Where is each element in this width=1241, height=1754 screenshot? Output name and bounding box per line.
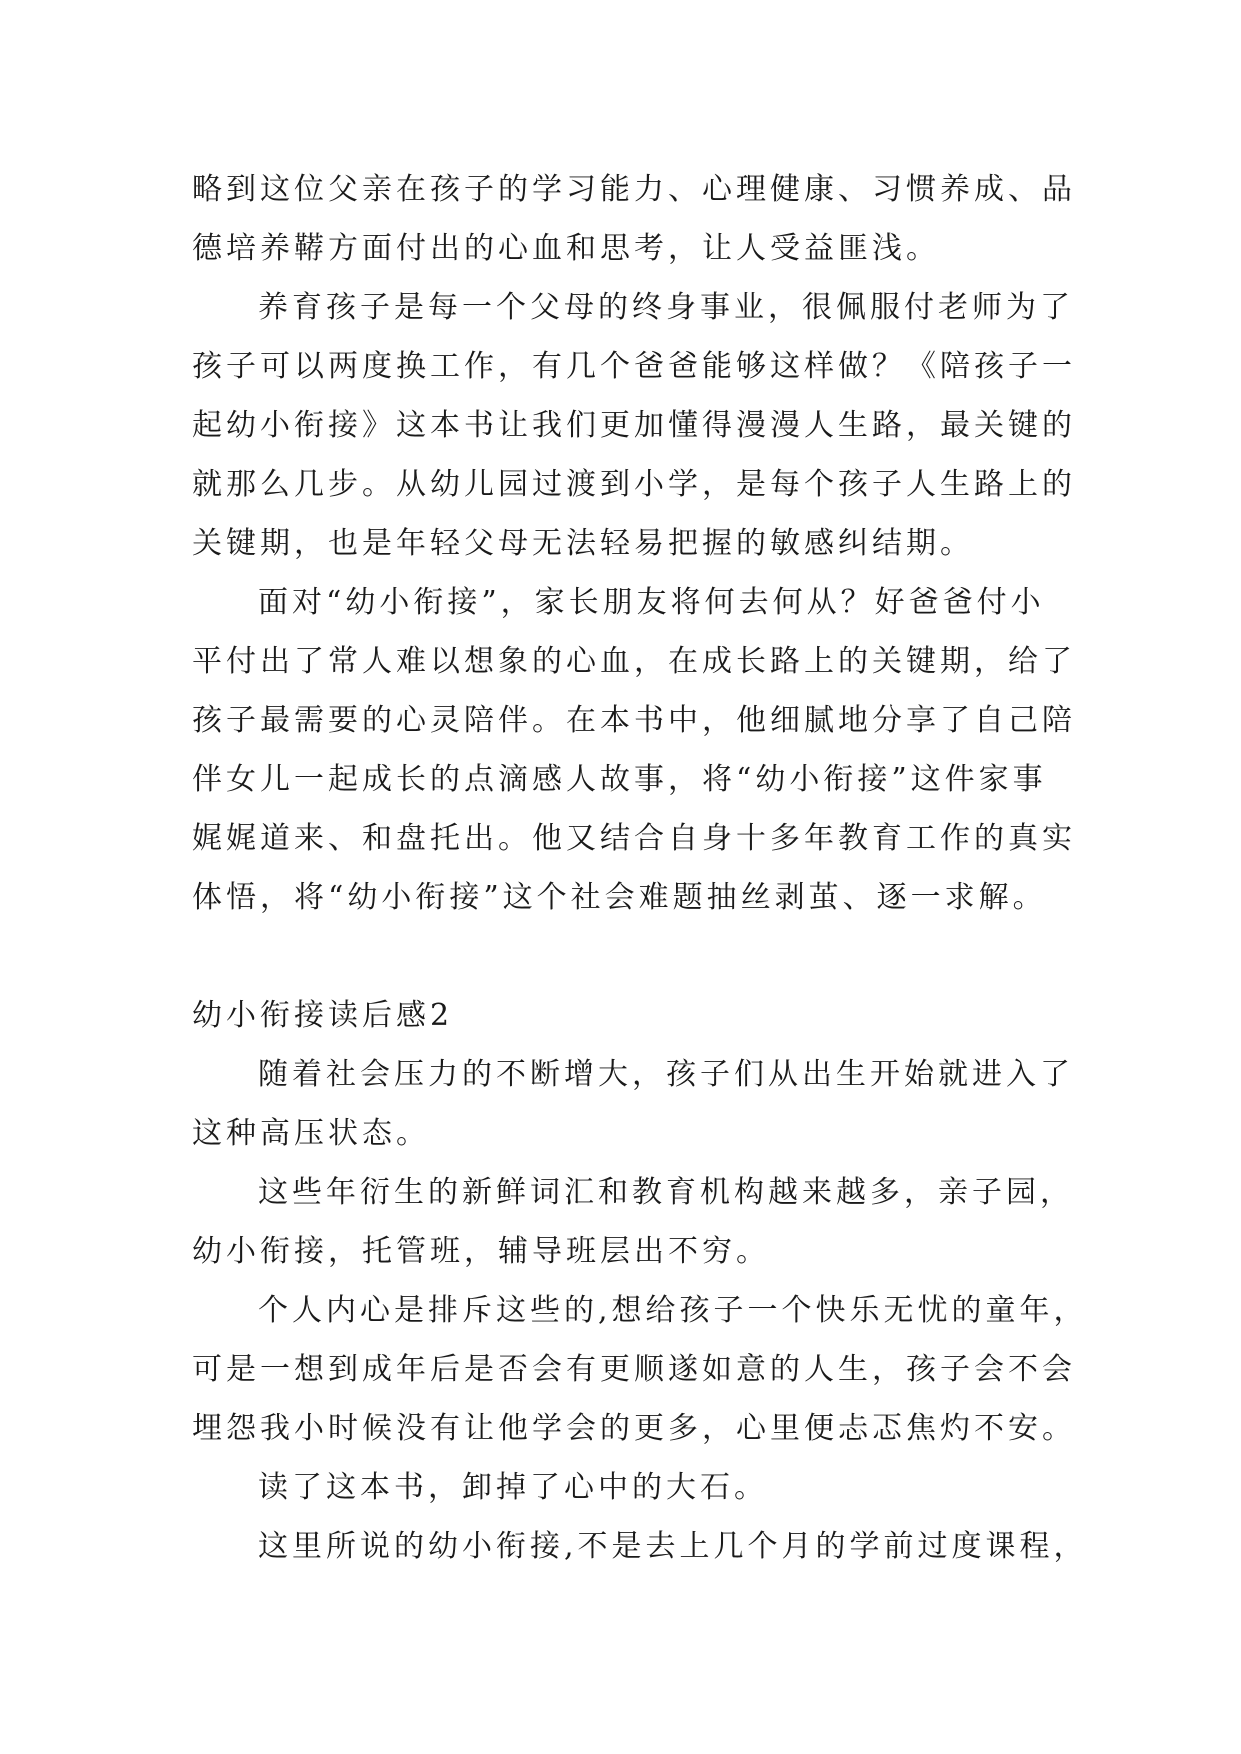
section-spacer [192, 927, 1072, 986]
paragraph-line: 随着社会压力的不断增大，孩子们从出生开始就进入了 [258, 1057, 1074, 1092]
paragraph-line: 略到这位父亲在孩子的学习能力、心理健康、习惯养成、品 [192, 172, 1076, 207]
paragraph-line: 这里所说的幼小衔接,不是去上几个月的学前过度课程， [258, 1529, 1088, 1564]
paragraph-line: 幼小衔接，托管班，辅导班层出不穷。 [192, 1234, 770, 1269]
paragraph-line: 平付出了常人难以想象的心血，在成长路上的关键期，给了 [192, 644, 1076, 679]
paragraph-line: 这种高压状态。 [192, 1116, 430, 1151]
paragraph-line: 关键期，也是年轻父母无法轻易把握的敏感纠结期。 [192, 526, 974, 561]
paragraph-line: 可是一想到成年后是否会有更顺遂如意的人生，孩子会不会 [192, 1352, 1076, 1387]
paragraph-line: 个人内心是排斥这些的,想给孩子一个快乐无忧的童年， [258, 1293, 1088, 1328]
paragraph-line: 伴女儿一起成长的点滴感人故事，将“幼小衔接”这件家事 [192, 762, 1047, 797]
paragraph-line: 就那么几步。从幼儿园过渡到小学，是每个孩子人生路上的 [192, 467, 1076, 502]
paragraph-line: 德培养鞯方面付出的心血和思考，让人受益匪浅。 [192, 231, 940, 266]
paragraph-line: 孩子最需要的心灵陪伴。在本书中，他细腻地分享了自己陪 [192, 703, 1076, 738]
paragraph-line: 埋怨我小时候没有让他学会的更多，心里便忐忑焦灼不安。 [192, 1411, 1076, 1446]
paragraph-line: 这些年衍生的新鲜词汇和教育机构越来越多，亲子园， [258, 1175, 1074, 1210]
paragraph-line: 孩子可以两度换工作，有几个爸爸能够这样做？《陪孩子一 [192, 349, 1076, 384]
paragraph-line: 体悟，将“幼小衔接”这个社会难题抽丝剥茧、逐一求解。 [192, 880, 1047, 915]
document-page [192, 160, 1088, 1576]
paragraph-line: 读了这本书，卸掉了心中的大石。 [258, 1470, 768, 1505]
paragraph-line: 面对“幼小衔接”，家长朋友将何去何从？好爸爸付小 [258, 585, 1045, 620]
paragraph-line: 养育孩子是每一个父母的终身事业，很佩服付老师为了 [258, 290, 1074, 325]
paragraph-line: 娓娓道来、和盘托出。他又结合自身十多年教育工作的真实 [192, 821, 1076, 856]
section-heading: 幼小衔接读后感2 [192, 998, 454, 1033]
paragraph-line: 起幼小衔接》这本书让我们更加懂得漫漫人生路，最关键的 [192, 408, 1076, 443]
